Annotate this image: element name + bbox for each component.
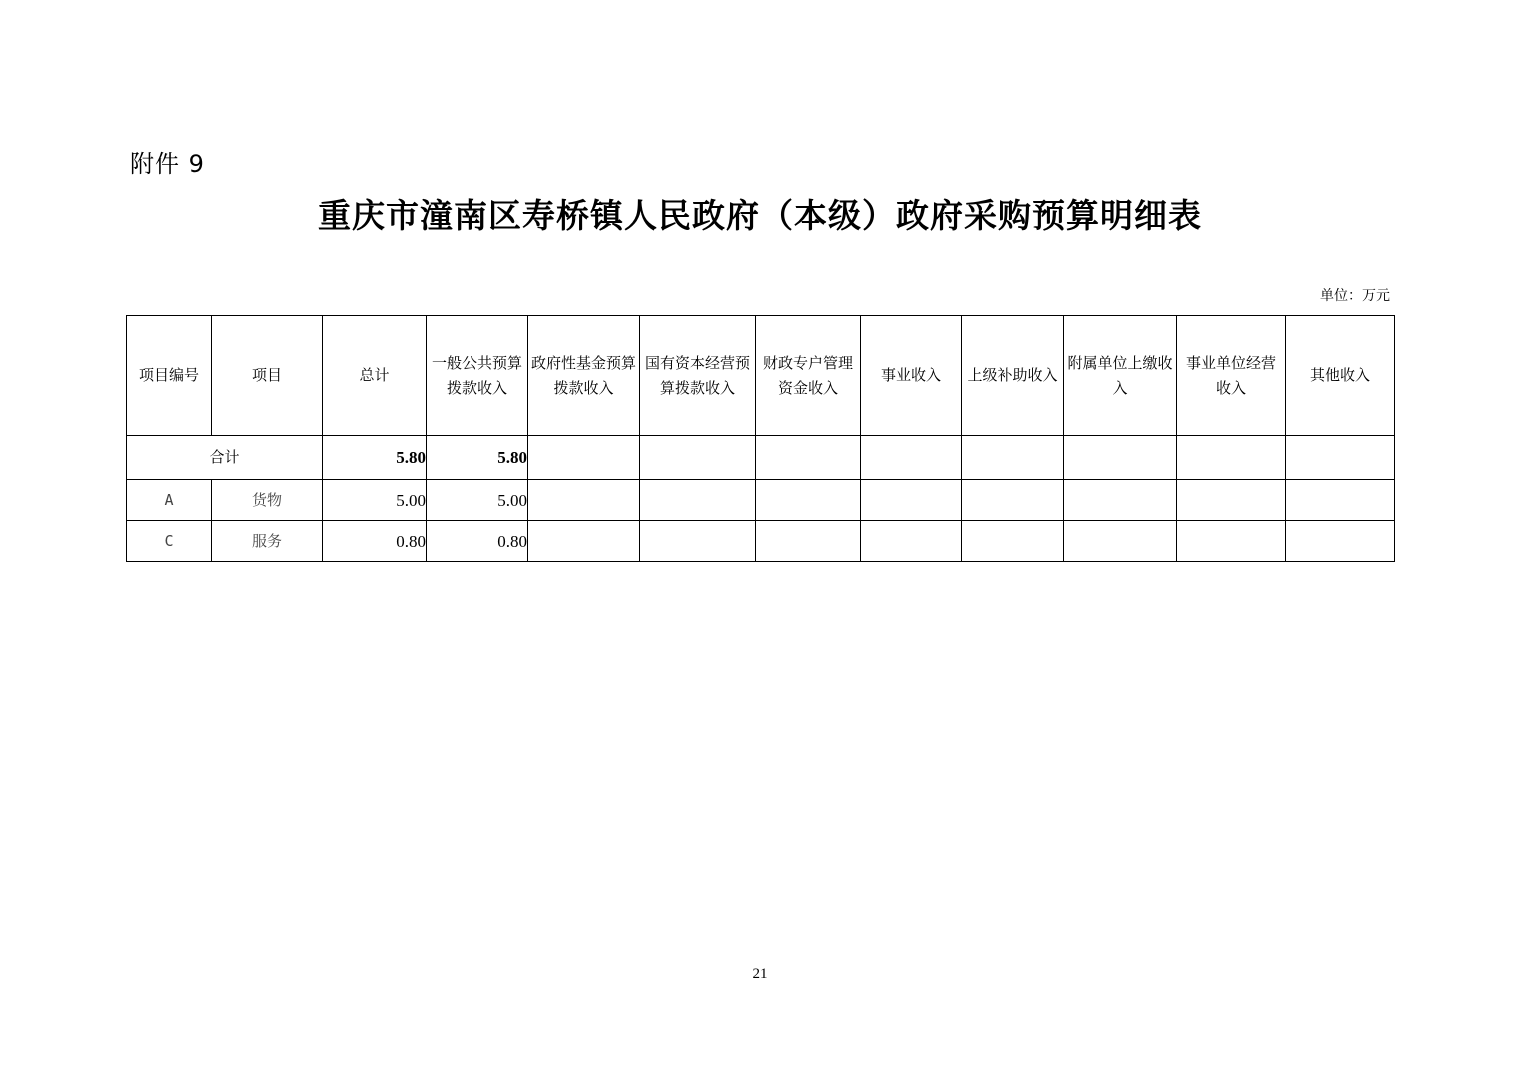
page-title: 重庆市潼南区寿桥镇人民政府（本级）政府采购预算明细表 bbox=[318, 196, 1202, 235]
unit-label: 单位：万元 bbox=[1320, 288, 1390, 304]
header-superior-subsidy: 上级补助收入 bbox=[962, 316, 1064, 436]
total-label: 合计 bbox=[127, 436, 323, 480]
header-other: 其他收入 bbox=[1286, 316, 1395, 436]
header-gov-fund: 政府性基金预算拨款收入 bbox=[528, 316, 640, 436]
attachment-label: 附件 9 bbox=[130, 150, 205, 178]
row-cell bbox=[1177, 521, 1286, 562]
header-total: 总计 bbox=[323, 316, 427, 436]
row-cell bbox=[528, 480, 640, 521]
row-total: 0.80 bbox=[323, 521, 427, 562]
total-total: 5.80 bbox=[323, 436, 427, 480]
row-cell bbox=[1286, 480, 1395, 521]
total-cell bbox=[640, 436, 756, 480]
row-item: 货物 bbox=[212, 480, 323, 521]
row-cell bbox=[1064, 521, 1177, 562]
row-cell bbox=[1177, 480, 1286, 521]
total-cell bbox=[962, 436, 1064, 480]
row-cell bbox=[861, 521, 962, 562]
row-cell bbox=[1064, 480, 1177, 521]
header-item: 项目 bbox=[212, 316, 323, 436]
table-header-row bbox=[127, 316, 1395, 436]
row-item: 服务 bbox=[212, 521, 323, 562]
row-code: A bbox=[127, 480, 212, 521]
row-cell bbox=[1286, 521, 1395, 562]
row-cell bbox=[640, 480, 756, 521]
row-total: 5.00 bbox=[323, 480, 427, 521]
table-row bbox=[127, 480, 1395, 521]
total-cell bbox=[861, 436, 962, 480]
total-cell bbox=[1286, 436, 1395, 480]
page-number: 21 bbox=[752, 966, 768, 982]
header-state-capital: 国有资本经营预算拨款收入 bbox=[640, 316, 756, 436]
row-cell bbox=[528, 521, 640, 562]
row-code: C bbox=[127, 521, 212, 562]
header-code: 项目编号 bbox=[127, 316, 212, 436]
row-general-public: 0.80 bbox=[427, 521, 528, 562]
header-general-public: 一般公共预算拨款收入 bbox=[427, 316, 528, 436]
total-cell bbox=[1064, 436, 1177, 480]
row-cell bbox=[756, 521, 861, 562]
total-cell bbox=[756, 436, 861, 480]
table-row bbox=[127, 521, 1395, 562]
header-affiliated: 附属单位上缴收入 bbox=[1064, 316, 1177, 436]
total-cell bbox=[1177, 436, 1286, 480]
total-general-public: 5.80 bbox=[427, 436, 528, 480]
header-business: 事业收入 bbox=[861, 316, 962, 436]
procurement-budget-table bbox=[126, 315, 1395, 562]
header-business-operation: 事业单位经营收入 bbox=[1177, 316, 1286, 436]
row-cell bbox=[962, 521, 1064, 562]
row-cell bbox=[962, 480, 1064, 521]
total-cell bbox=[528, 436, 640, 480]
header-fiscal-special: 财政专户管理资金收入 bbox=[756, 316, 861, 436]
row-general-public: 5.00 bbox=[427, 480, 528, 521]
row-cell bbox=[640, 521, 756, 562]
row-cell bbox=[861, 480, 962, 521]
row-cell bbox=[756, 480, 861, 521]
total-row bbox=[127, 436, 1395, 480]
